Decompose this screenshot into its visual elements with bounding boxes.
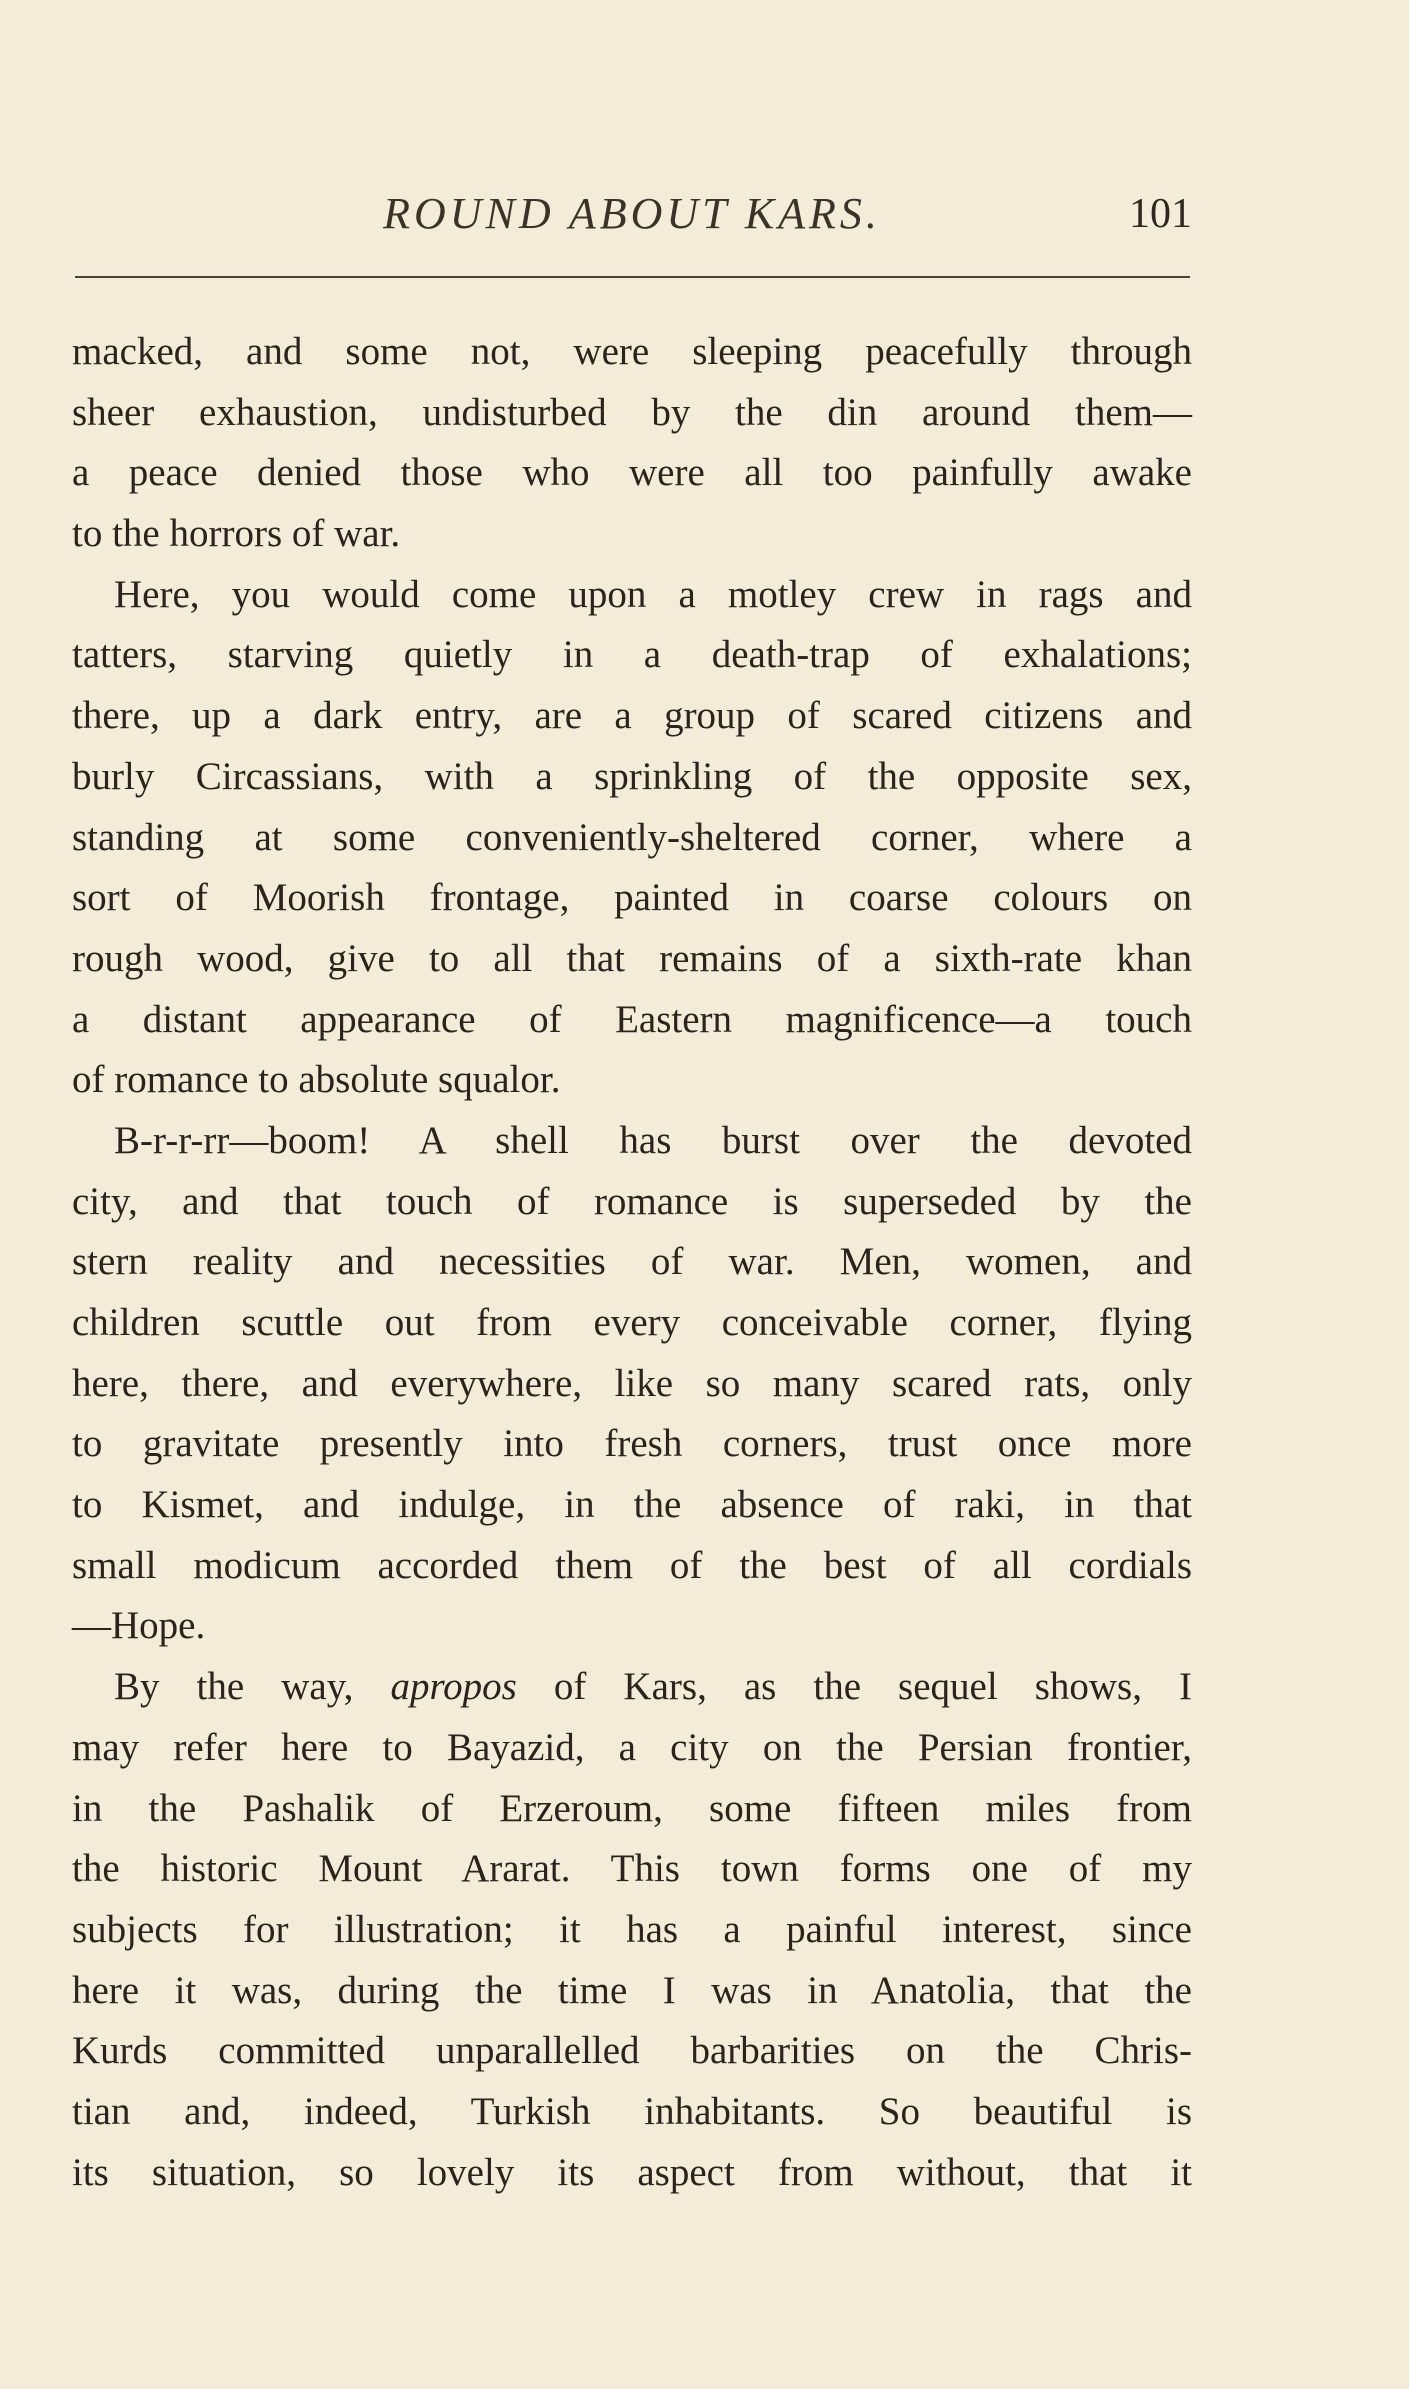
paragraph <box>72 322 1192 565</box>
text-line: stern reality and necessities of war. Men, women, and <box>72 1240 1192 1284</box>
running-head <box>72 180 1192 250</box>
text-line: children scuttle out from every conceivable corner, flying <box>72 1301 1192 1344</box>
text-line: here it was, during the time I was in Anatolia, that the <box>72 1968 1192 2012</box>
text-line: in the Pashalik of Erzeroum, some fifteen miles from <box>72 1786 1192 1830</box>
header-rule <box>75 276 1190 278</box>
paragraph <box>72 565 1192 1111</box>
text-line: B-r-r-rr—boom! A shell has burst over the devoted <box>114 1118 1192 1162</box>
text-line: small modicum accorded them of the best of all cordials <box>72 1543 1192 1587</box>
text-line: burly Circassians, with a sprinkling of the opposite sex, <box>72 754 1192 798</box>
text-line: a distant appearance of Eastern magnificence—a touch <box>72 997 1192 1041</box>
text-line: macked, and some not, were sleeping peacefully through <box>72 330 1192 373</box>
text-line: sort of Moorish frontage, painted in coarse colours on <box>72 876 1192 920</box>
text-line: rough wood, give to all that remains of a sixth-rate khan <box>72 936 1192 980</box>
text-line: to Kismet, and indulge, in the absence of raki, in that <box>72 1483 1192 1527</box>
text-line: of romance to absolute squalor. <box>72 1058 561 1102</box>
page-number: 101 <box>1129 191 1192 237</box>
text-line: Kurds committed unparallelled barbarities on the Chris- <box>72 2029 1192 2073</box>
text-line: to the horrors of war. <box>72 512 401 556</box>
text-line: tatters, starving quietly in a death-trap of exhalations; <box>72 633 1192 677</box>
paragraph <box>72 1657 1192 2203</box>
paragraph <box>72 1111 1192 1657</box>
text-line: —Hope. <box>72 1604 206 1648</box>
body-text <box>72 322 1192 2203</box>
text-line: there, up a dark entry, are a group of scared citizens and <box>72 694 1192 738</box>
text-line: sheer exhaustion, undisturbed by the din around them— <box>72 390 1192 434</box>
text-line: Here, you would come upon a motley crew in rags and <box>114 572 1192 616</box>
text-line: subjects for illustration; it has a painful interest, since <box>72 1907 1192 1951</box>
italic-word: apropos <box>390 1665 517 1709</box>
text-run: By the way, <box>114 1665 391 1709</box>
running-title: ROUND ABOUT KARS. <box>383 189 881 238</box>
text-run: of Kars, as the sequel shows, I <box>516 1665 1192 1709</box>
text-line: to gravitate presently into fresh corners, trust once more <box>72 1422 1192 1466</box>
text-line: here, there, and everywhere, like so many scared rats, only <box>72 1361 1192 1405</box>
text-line <box>72 1657 1192 1718</box>
text-line: standing at some conveniently-sheltered corner, where a <box>72 815 1192 859</box>
text-line: its situation, so lovely its aspect from without, that it <box>72 2150 1192 2194</box>
text-line: a peace denied those who were all too painfully awake <box>72 451 1192 495</box>
text-line: may refer here to Bayazid, a city on the Persian frontier, <box>72 1725 1192 1769</box>
text-line: the historic Mount Ararat. This town forms one of my <box>72 1847 1192 1891</box>
text-line: tian and, indeed, Turkish inhabitants. So beautiful is <box>72 2089 1192 2133</box>
text-line: city, and that touch of romance is superseded by the <box>72 1179 1192 1223</box>
